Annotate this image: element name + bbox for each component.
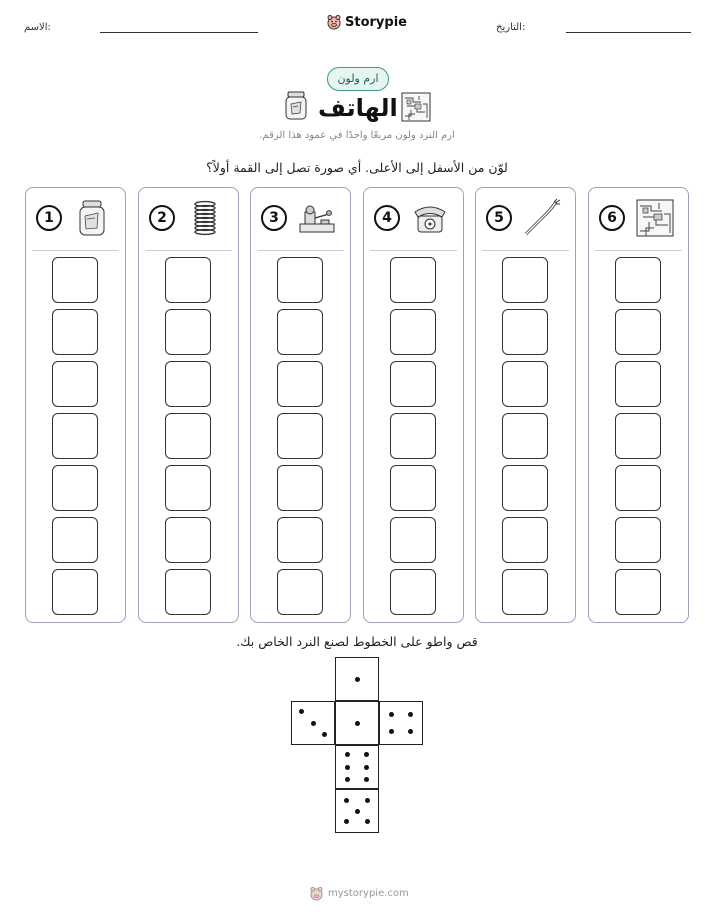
column-header <box>251 188 350 250</box>
dice-face-4 <box>379 701 423 745</box>
color-square[interactable] <box>52 257 98 303</box>
column-header <box>476 188 575 250</box>
color-square[interactable] <box>277 257 323 303</box>
color-square[interactable] <box>165 569 211 615</box>
color-square[interactable] <box>277 569 323 615</box>
color-square[interactable] <box>502 361 548 407</box>
color-square[interactable] <box>52 309 98 355</box>
dice-pip <box>345 752 350 757</box>
dice-pip <box>364 752 369 757</box>
dice-pip <box>389 712 394 717</box>
color-square[interactable] <box>390 569 436 615</box>
dice-face-1 <box>335 657 379 701</box>
footer-url: mystorypie.com <box>328 888 409 899</box>
dice-pip <box>345 777 350 782</box>
column-number: 2 <box>149 205 175 231</box>
dice-pip <box>322 732 327 737</box>
instruction: لوّن من الأسفل إلى الأعلى. أي صورة تصل إلى القمة أولاً؟ <box>206 160 508 175</box>
pig-mascot-icon <box>309 886 324 901</box>
color-square[interactable] <box>390 465 436 511</box>
subtitle: ارم النرد ولون مربعًا واحدًا في عمود هذا الرقم. <box>259 130 455 141</box>
color-square[interactable] <box>615 309 661 355</box>
color-square[interactable] <box>502 569 548 615</box>
color-square[interactable] <box>390 257 436 303</box>
column-header <box>139 188 238 250</box>
date-label: التاريخ: <box>496 22 526 33</box>
dice-pip <box>364 765 369 770</box>
dice-pip <box>364 777 369 782</box>
column-divider <box>482 250 569 251</box>
dice-pip <box>365 798 370 803</box>
column-number: 5 <box>486 205 512 231</box>
color-square[interactable] <box>390 517 436 563</box>
color-square[interactable] <box>165 257 211 303</box>
jar-icon <box>284 91 308 121</box>
color-square[interactable] <box>502 517 548 563</box>
brand-logo <box>326 14 407 30</box>
column-number: 1 <box>36 205 62 231</box>
dice-pip <box>311 721 316 726</box>
column-divider <box>257 250 344 251</box>
color-square[interactable] <box>277 517 323 563</box>
telephone-icon <box>410 198 450 238</box>
dice-pip <box>408 712 413 717</box>
circuit-board-icon <box>635 198 675 238</box>
footer <box>309 886 409 901</box>
dice-face-6 <box>335 745 379 789</box>
telegraph-icon <box>297 198 337 238</box>
color-square[interactable] <box>502 309 548 355</box>
column-header <box>26 188 125 250</box>
color-square[interactable] <box>615 361 661 407</box>
dice-pip <box>345 765 350 770</box>
column-number: 6 <box>599 205 625 231</box>
column-divider <box>370 250 457 251</box>
color-square[interactable] <box>615 569 661 615</box>
color-square[interactable] <box>390 361 436 407</box>
dice-pip <box>355 677 360 682</box>
name-line[interactable] <box>100 32 258 33</box>
dice-pip <box>299 709 304 714</box>
color-square[interactable] <box>52 465 98 511</box>
column-number: 3 <box>261 205 287 231</box>
color-square[interactable] <box>615 465 661 511</box>
column-divider <box>32 250 119 251</box>
column-2 <box>138 187 239 623</box>
column-4 <box>363 187 464 623</box>
color-square[interactable] <box>165 309 211 355</box>
dice-pip <box>389 729 394 734</box>
color-square[interactable] <box>615 257 661 303</box>
color-square[interactable] <box>277 413 323 459</box>
column-header <box>364 188 463 250</box>
color-square[interactable] <box>165 517 211 563</box>
color-square[interactable] <box>390 309 436 355</box>
page-title: الهاتف <box>318 94 398 122</box>
activity-badge: ارم ولون <box>327 67 389 91</box>
column-header <box>589 188 688 250</box>
color-square[interactable] <box>52 413 98 459</box>
color-square[interactable] <box>52 361 98 407</box>
color-square[interactable] <box>502 257 548 303</box>
column-5 <box>475 187 576 623</box>
color-square[interactable] <box>165 361 211 407</box>
color-square[interactable] <box>502 465 548 511</box>
color-square[interactable] <box>277 309 323 355</box>
dice-pip <box>365 819 370 824</box>
spring-icon <box>185 198 225 238</box>
color-square[interactable] <box>165 413 211 459</box>
color-square[interactable] <box>165 465 211 511</box>
dice-pip <box>344 819 349 824</box>
brand-name: Storypie <box>345 14 407 30</box>
dice-instruction: قص واطو على الخطوط لصنع النرد الخاص بك. <box>236 634 478 649</box>
jar-icon <box>72 198 112 238</box>
pig-mascot-icon <box>326 14 342 30</box>
color-square[interactable] <box>277 361 323 407</box>
column-number: 4 <box>374 205 400 231</box>
date-line[interactable] <box>566 32 691 33</box>
color-square[interactable] <box>277 465 323 511</box>
dice-pip <box>355 809 360 814</box>
column-divider <box>145 250 232 251</box>
dice-face-3 <box>291 701 335 745</box>
color-square[interactable] <box>52 517 98 563</box>
dice-pip <box>344 798 349 803</box>
color-square[interactable] <box>615 517 661 563</box>
column-divider <box>595 250 682 251</box>
dice-face-1 <box>335 701 379 745</box>
column-1 <box>25 187 126 623</box>
color-square[interactable] <box>615 413 661 459</box>
dice-face-5 <box>335 789 379 833</box>
dice-pip <box>408 729 413 734</box>
column-6 <box>588 187 689 623</box>
color-square[interactable] <box>390 413 436 459</box>
circuit-board-icon <box>401 92 431 122</box>
color-square[interactable] <box>502 413 548 459</box>
name-label: الاسم: <box>24 22 51 33</box>
dice-pip <box>355 721 360 726</box>
color-square[interactable] <box>52 569 98 615</box>
wire-icon <box>522 198 562 238</box>
column-3 <box>250 187 351 623</box>
